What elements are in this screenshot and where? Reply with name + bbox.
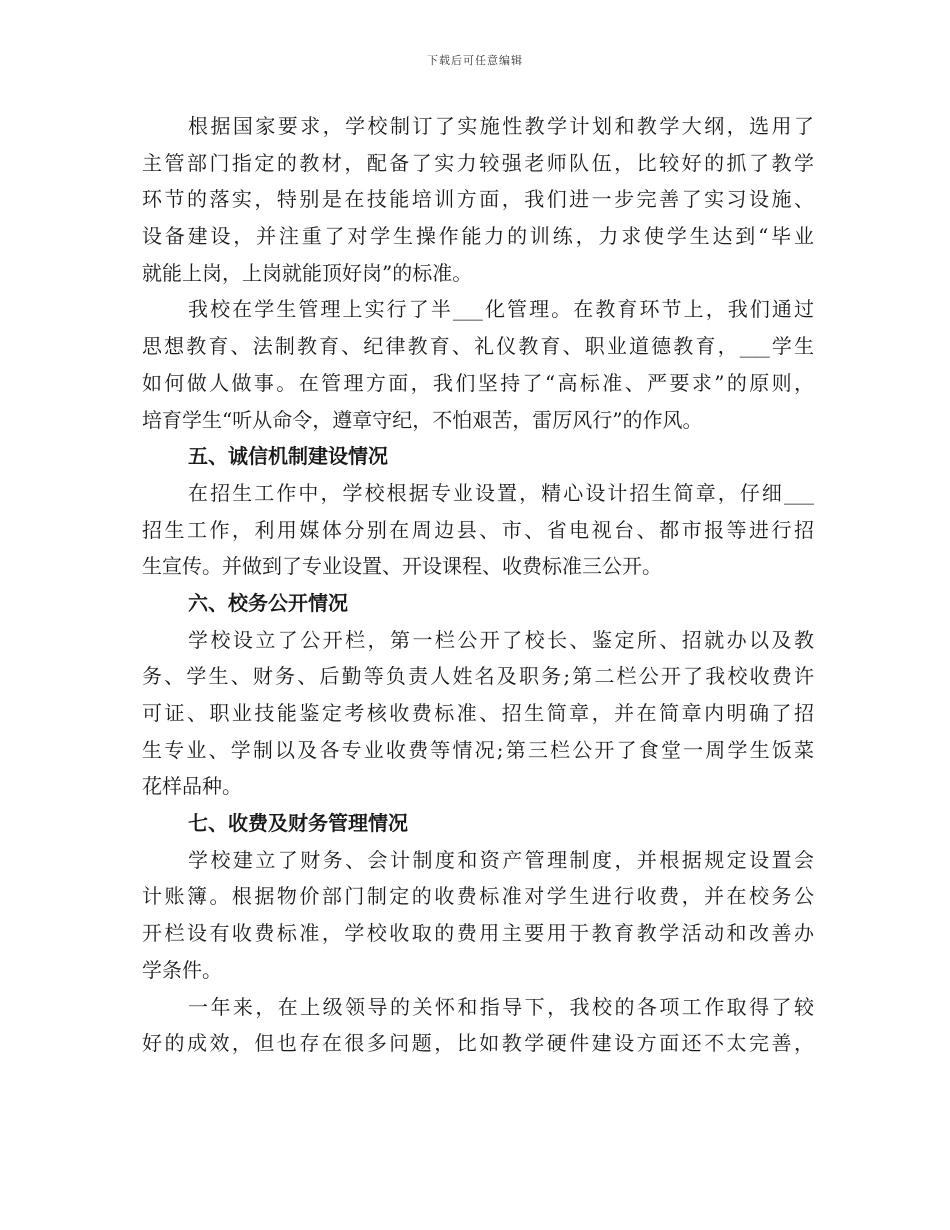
page-header-note: 下载后可任意编辑 [427,54,523,67]
paragraph [142,108,814,291]
paragraph-line: 学条件。 [142,957,222,982]
paragraph [142,842,814,989]
paragraph-line: 好的成效，但也存在很多问题，比如教学硬件建设方面还不太完善， [142,1031,814,1056]
paragraph-line: 培育学生“听从命令，遵章守纪，不怕艰苦，雷厉风行”的作风。 [142,407,703,432]
paragraph [142,989,814,1062]
paragraph-line: 招生工作，利用媒体分别在周边县、市、省电视台、都市报等进行招 [142,517,814,542]
paragraph-line: 务、学生、财务、后勤等负责人姓名及职务;第二栏公开了我校收费许 [142,664,814,689]
paragraph [142,622,814,805]
section-heading-text: 六、校务公开情况 [188,590,348,615]
paragraph-line: 学校设立了公开栏，第一栏公开了校长、鉴定所、招就办以及教 [188,627,814,652]
paragraph-line: 生宣传。并做到了专业设置、开设课程、收费标准三公开。 [142,554,662,579]
paragraph-line: 我校在学生管理上实行了半___化管理。在教育环节上，我们通过 [188,297,814,322]
paragraph-line: 主管部门指定的教材，配备了实力较强老师队伍，比较好的抓了教学 [142,150,814,175]
paragraph [142,475,814,585]
paragraph [142,291,814,438]
paragraph-line: 生专业、学制以及各专业收费等情况;第三栏公开了食堂一周学生饭菜 [142,737,814,762]
paragraph-line: 思想教育、法制教育、纪律教育、礼仪教育、职业道德教育，___学生 [142,334,814,359]
paragraph-line: 根据国家要求，学校制订了实施性教学计划和教学大纲，选用了 [188,114,814,138]
document-body [142,108,814,1062]
paragraph-line: 如何做人做事。在管理方面，我们坚持了“高标准、严要求”的原则， [142,370,814,395]
paragraph-line: 在招生工作中，学校根据专业设置，精心设计招生简章，仔细___ [188,480,814,505]
paragraph-line: 可证、职业技能鉴定考核收费标准、招生简章，并在简章内明确了招 [142,701,814,725]
paragraph-line: 设备建设，并注重了对学生操作能力的训练，力求使学生达到“毕业 [142,224,814,249]
section-heading [142,438,814,475]
paragraph-line: 就能上岗，上岗就能顶好岗”的标准。 [142,260,473,285]
paragraph-line: 一年来，在上级领导的关怀和指导下，我校的各项工作取得了较 [188,994,814,1019]
paragraph-line: 花样品种。 [142,774,242,799]
section-heading-text: 五、诚信机制建设情况 [188,444,388,469]
paragraph-line: 开栏设有收费标准，学校收取的费用主要用于教育教学活动和改善办 [142,921,814,946]
section-heading-text: 七、收费及财务管理情况 [188,811,408,836]
section-heading [142,805,814,842]
paragraph-line: 学校建立了财务、会计制度和资产管理制度，并根据规定设置会 [188,847,814,872]
paragraph-line: 环节的落实，特别是在技能培训方面，我们进一步完善了实习设施、 [142,187,814,212]
paragraph-line: 计账簿。根据物价部门制定的收费标准对学生进行收费，并在校务公 [142,884,814,909]
section-heading [142,585,814,622]
